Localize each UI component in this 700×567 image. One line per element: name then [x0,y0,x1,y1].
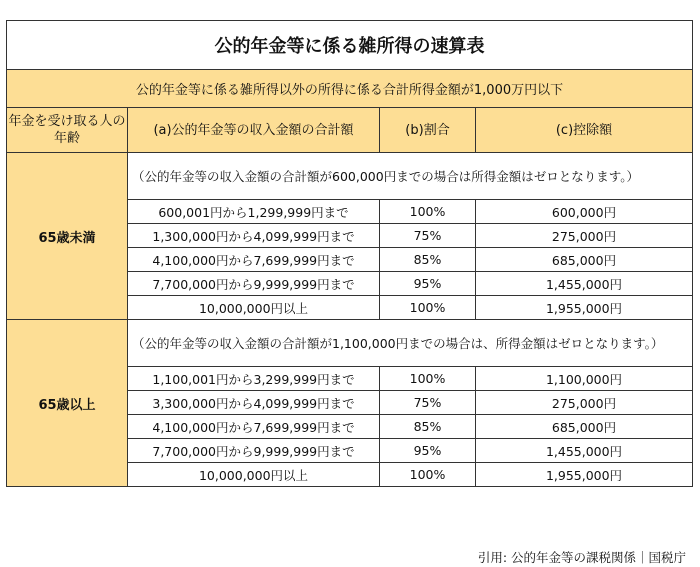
amount-cell: 600,001円から1,299,999円まで [128,200,380,224]
rate-cell: 100% [380,463,476,487]
deduction-cell: 1,100,000円 [476,367,693,391]
rate-cell: 100% [380,296,476,320]
header-deduction: (c)控除額 [476,108,693,153]
amount-cell: 4,100,000円から7,699,999円まで [128,248,380,272]
deduction-cell: 1,455,000円 [476,439,693,463]
rate-cell: 100% [380,367,476,391]
group-note: （公的年金等の収入金額の合計額が600,000円までの場合は所得金額はゼロとなります。） [128,153,693,200]
rate-cell: 95% [380,439,476,463]
rate-cell: 85% [380,415,476,439]
age-group-under-65: 65歳未満 [7,153,128,320]
deduction-cell: 685,000円 [476,415,693,439]
source-citation: 引用: 公的年金等の課税関係｜国税庁 [477,550,686,565]
amount-cell: 7,700,000円から9,999,999円まで [128,439,380,463]
deduction-cell: 600,000円 [476,200,693,224]
amount-cell: 10,000,000円以上 [128,463,380,487]
rate-cell: 100% [380,200,476,224]
deduction-cell: 685,000円 [476,248,693,272]
deduction-cell: 275,000円 [476,224,693,248]
rate-cell: 75% [380,391,476,415]
rate-cell: 85% [380,248,476,272]
deduction-cell: 1,455,000円 [476,272,693,296]
header-amount: (a)公的年金等の収入金額の合計額 [128,108,380,153]
group-note: （公的年金等の収入金額の合計額が1,100,000円までの場合は、所得金額はゼロとなります。） [128,320,693,367]
pension-income-table [6,20,693,487]
table-subtitle: 公的年金等に係る雑所得以外の所得に係る合計所得金額が1,000万円以下 [7,70,693,108]
amount-cell: 3,300,000円から4,099,999円まで [128,391,380,415]
tax-table-container [6,20,692,487]
deduction-cell: 1,955,000円 [476,296,693,320]
amount-cell: 1,100,001円から3,299,999円まで [128,367,380,391]
rate-cell: 95% [380,272,476,296]
amount-cell: 4,100,000円から7,699,999円まで [128,415,380,439]
deduction-cell: 275,000円 [476,391,693,415]
amount-cell: 1,300,000円から4,099,999円まで [128,224,380,248]
amount-cell: 7,700,000円から9,999,999円まで [128,272,380,296]
deduction-cell: 1,955,000円 [476,463,693,487]
rate-cell: 75% [380,224,476,248]
header-rate: (b)割合 [380,108,476,153]
amount-cell: 10,000,000円以上 [128,296,380,320]
table-title: 公的年金等に係る雑所得の速算表 [7,21,693,70]
age-group-65-and-over: 65歳以上 [7,320,128,487]
header-age: 年金を受け取る人の年齢 [7,108,128,153]
